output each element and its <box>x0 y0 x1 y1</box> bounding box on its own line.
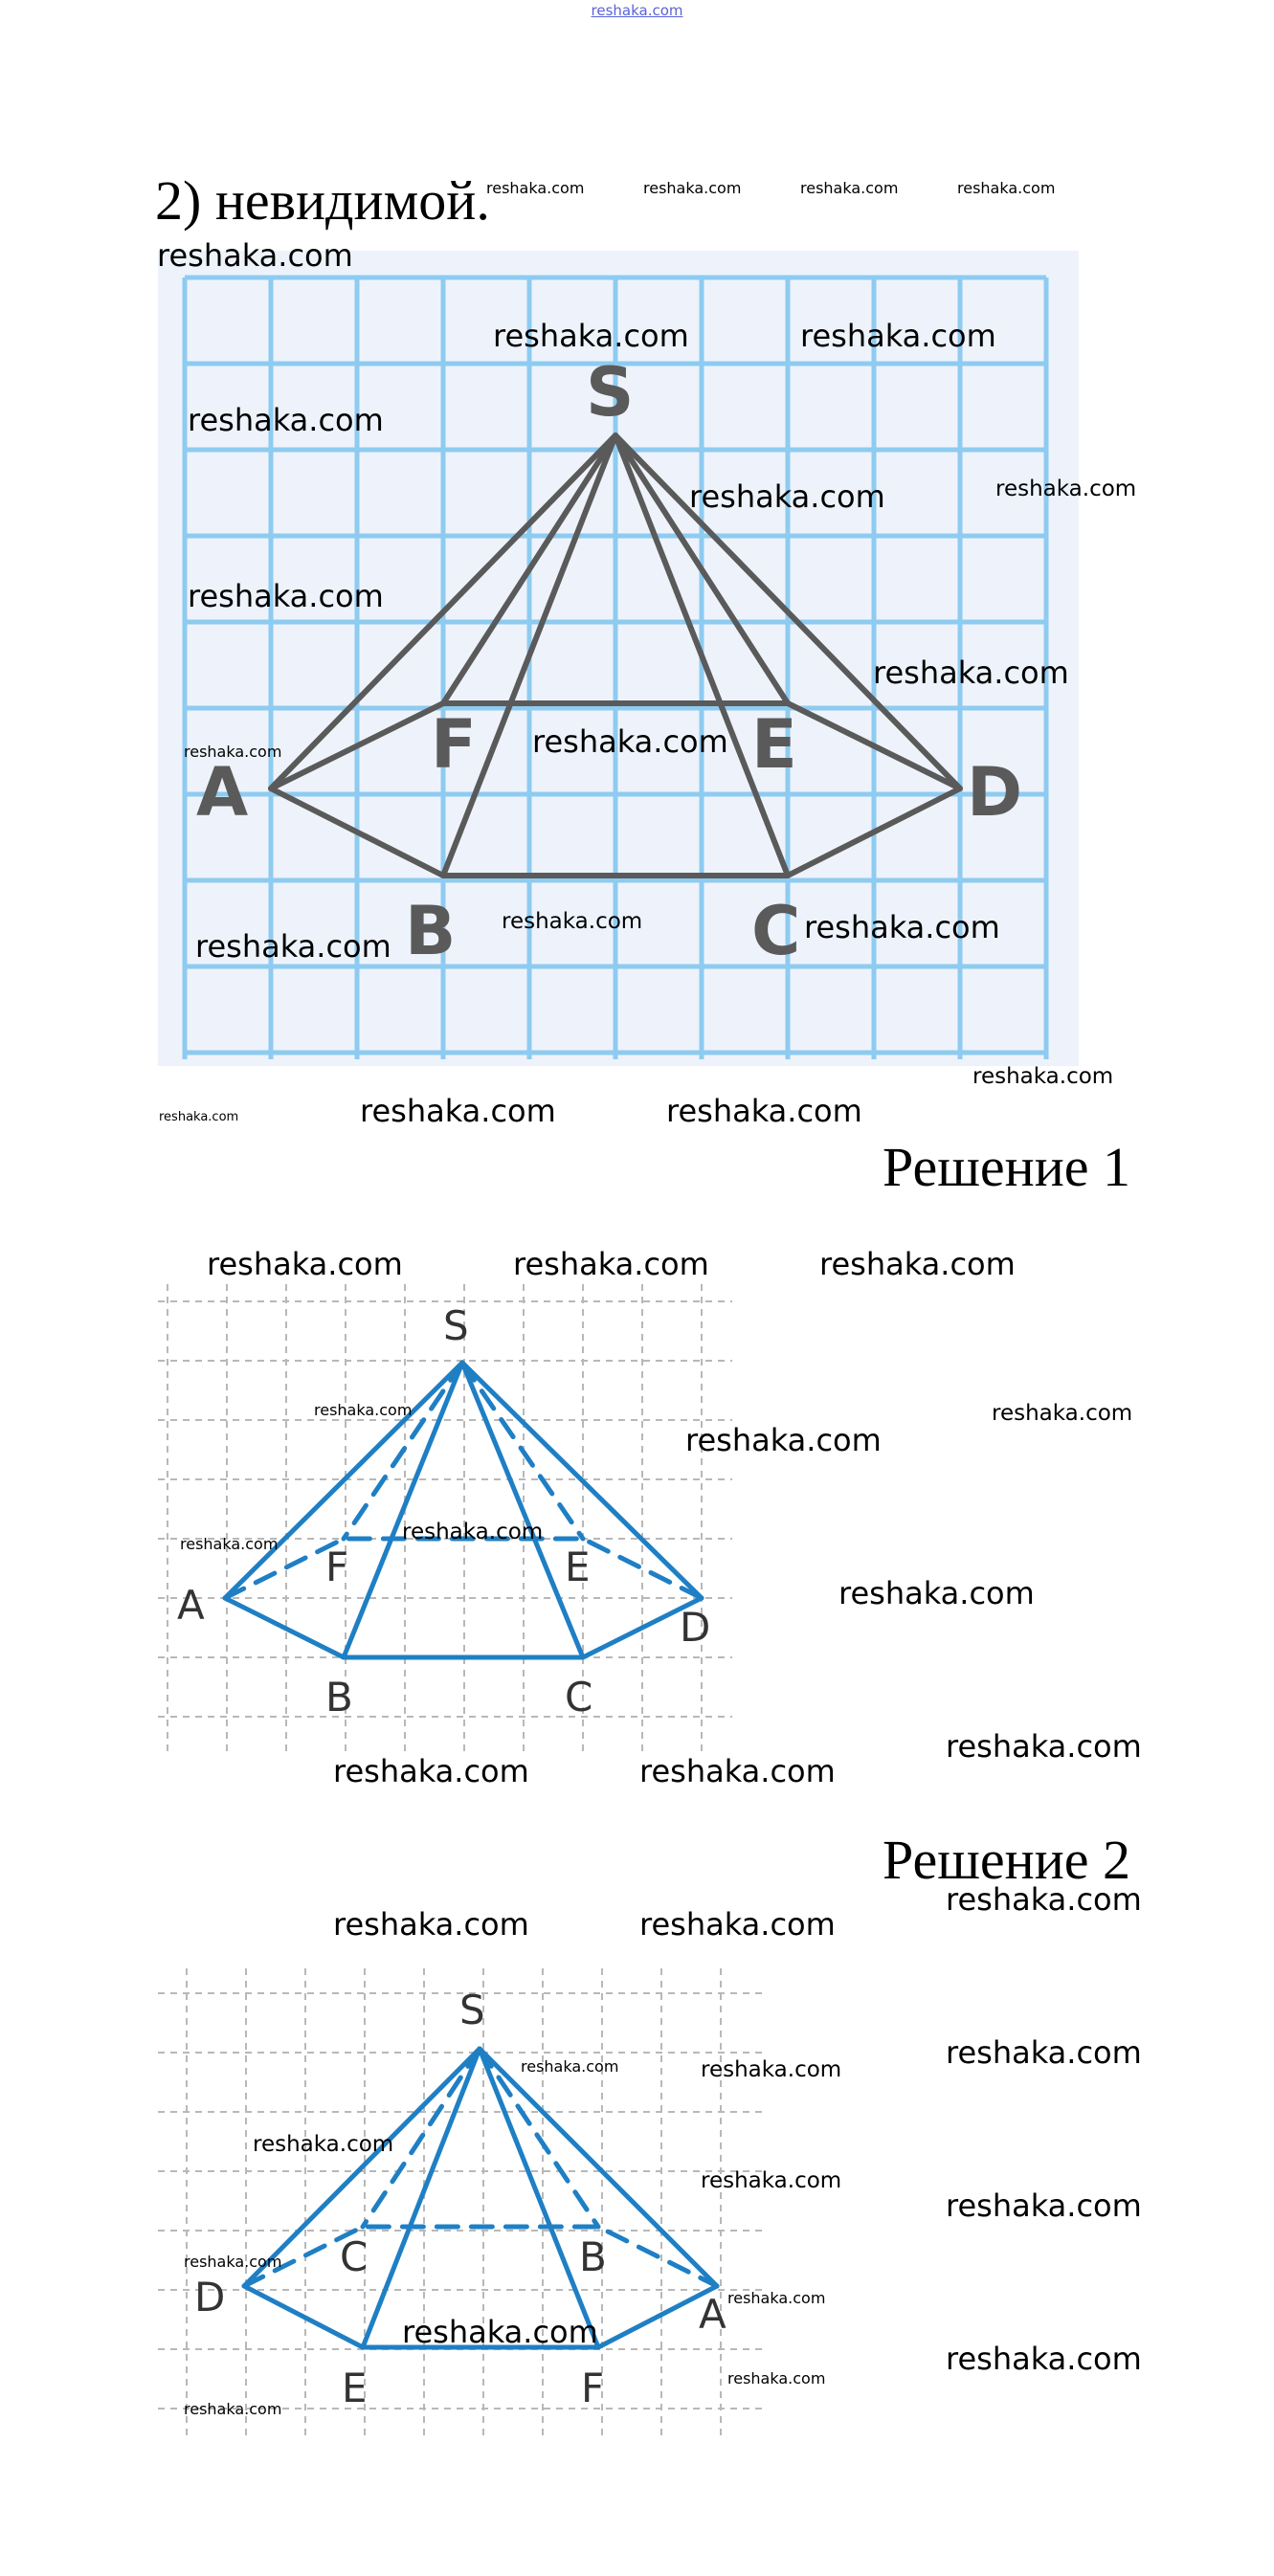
solution2-vertex-f: F <box>581 2365 605 2411</box>
watermark: reshaka.com <box>184 2253 282 2271</box>
solution2-pyramid-visible <box>244 2049 717 2347</box>
watermark: reshaka.com <box>402 1520 544 1544</box>
watermark: reshaka.com <box>873 655 1069 691</box>
solution2-vertex-s: S <box>459 1987 485 2033</box>
watermark: reshaka.com <box>513 1246 709 1282</box>
task-vertex-f: F <box>431 705 477 784</box>
solution1-vertex-f: F <box>325 1543 349 1590</box>
watermark: reshaka.com <box>486 179 585 197</box>
watermark: reshaka.com <box>992 1401 1133 1426</box>
watermark: reshaka.com <box>685 1422 882 1458</box>
watermark: reshaka.com <box>188 402 384 438</box>
watermark: reshaka.com <box>159 1110 239 1124</box>
solution2-grid <box>158 1968 766 2435</box>
watermark: reshaka.com <box>800 179 899 197</box>
solution2-vertex-a: A <box>699 2291 726 2338</box>
task-vertex-s: S <box>586 353 635 432</box>
solution2-vertex-e: E <box>342 2365 368 2411</box>
watermark: reshaka.com <box>639 1753 836 1789</box>
solution2-pyramid-hidden <box>244 2049 717 2286</box>
watermark: reshaka.com <box>184 743 282 761</box>
task-vertex-a: A <box>196 753 249 832</box>
watermark: reshaka.com <box>333 1906 529 1943</box>
watermark: reshaka.com <box>701 2168 842 2193</box>
watermark: reshaka.com <box>180 1535 279 1553</box>
solution1-vertex-b: B <box>325 1674 353 1721</box>
watermark: reshaka.com <box>207 1246 403 1282</box>
watermark: reshaka.com <box>946 2341 1142 2377</box>
watermark: reshaka.com <box>314 1401 413 1419</box>
solution1-vertex-s: S <box>443 1302 469 1349</box>
watermark: reshaka.com <box>995 477 1137 501</box>
watermark: reshaka.com <box>360 1093 556 1129</box>
watermark: reshaka.com <box>800 318 996 354</box>
site-link[interactable]: reshaka.com <box>591 2 683 19</box>
watermark: reshaka.com <box>946 2187 1142 2224</box>
watermark: reshaka.com <box>521 2057 619 2076</box>
watermark: reshaka.com <box>253 2132 394 2157</box>
task-vertex-e: E <box>751 705 797 784</box>
watermark: reshaka.com <box>838 1575 1035 1611</box>
watermark: reshaka.com <box>402 2314 598 2350</box>
watermark: reshaka.com <box>701 2057 842 2082</box>
watermark: reshaka.com <box>184 2400 282 2418</box>
solution1-vertex-a: A <box>177 1582 205 1629</box>
solution1-heading: Решение 1 <box>883 1136 1130 1198</box>
task-vertex-b: B <box>405 892 457 970</box>
watermark: reshaka.com <box>502 909 643 934</box>
watermark: reshaka.com <box>666 1093 862 1129</box>
watermark: reshaka.com <box>689 478 885 515</box>
watermark: reshaka.com <box>643 179 742 197</box>
watermark: reshaka.com <box>727 2289 826 2307</box>
solution1-vertex-d: D <box>680 1604 711 1651</box>
watermark: reshaka.com <box>333 1753 529 1789</box>
watermark: reshaka.com <box>957 179 1056 197</box>
solution2-figure <box>158 1966 771 2440</box>
watermark: reshaka.com <box>188 578 384 614</box>
watermark: reshaka.com <box>946 2034 1142 2071</box>
solution2-heading: Решение 2 <box>883 1829 1130 1891</box>
solution2-vertex-d: D <box>194 2274 226 2321</box>
task-vertex-d: D <box>967 753 1023 832</box>
watermark: reshaka.com <box>972 1064 1114 1089</box>
watermark: reshaka.com <box>727 2369 826 2387</box>
watermark: reshaka.com <box>639 1906 836 1943</box>
solution2-vertex-b: B <box>579 2233 607 2280</box>
watermark: reshaka.com <box>946 1881 1142 1918</box>
watermark: reshaka.com <box>819 1246 1016 1282</box>
solution1-vertex-e: E <box>565 1543 591 1590</box>
watermark: reshaka.com <box>804 909 1000 945</box>
watermark: reshaka.com <box>157 237 353 274</box>
watermark: reshaka.com <box>532 723 728 760</box>
watermark: reshaka.com <box>946 1728 1142 1765</box>
item-title: 2) невидимой. <box>155 169 490 232</box>
solution2-vertex-c: C <box>340 2233 369 2280</box>
watermark: reshaka.com <box>195 928 391 965</box>
solution1-vertex-c: C <box>565 1674 593 1721</box>
task-vertex-c: C <box>751 892 801 970</box>
watermark: reshaka.com <box>493 318 689 354</box>
